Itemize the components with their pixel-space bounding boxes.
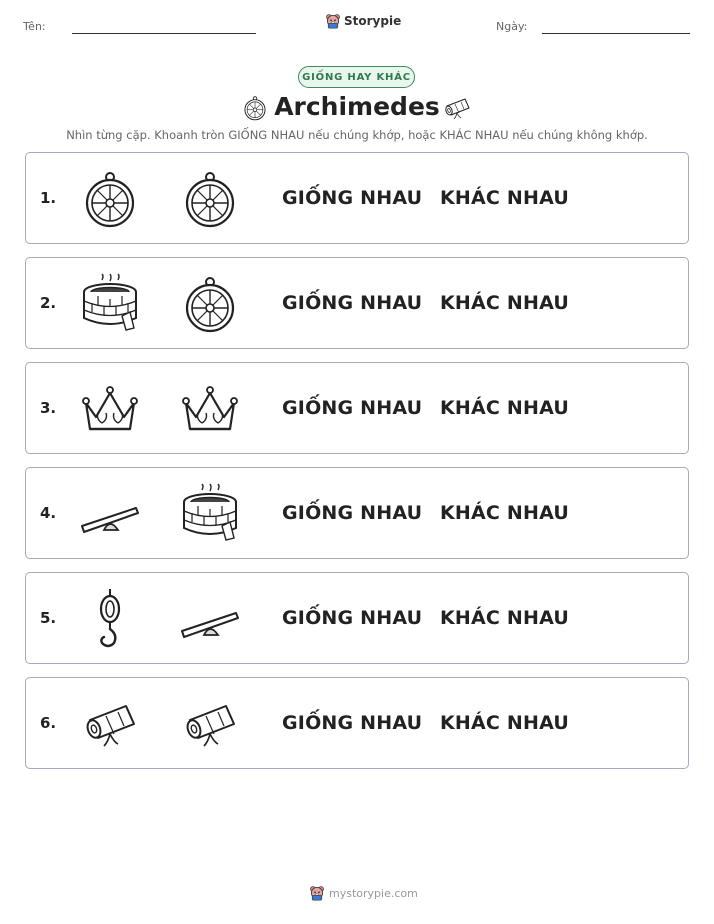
question-row xyxy=(25,152,689,244)
date-line[interactable] xyxy=(542,33,690,34)
name-line[interactable] xyxy=(72,33,256,34)
brand-name: Storypie xyxy=(344,14,402,28)
different-option[interactable]: KHÁC NHAU xyxy=(440,187,570,209)
question-row xyxy=(25,467,689,559)
storypie-logo xyxy=(325,13,401,29)
compass-icon xyxy=(178,272,242,336)
question-row xyxy=(25,572,689,664)
page-title: Archimedes xyxy=(274,92,440,121)
scroll-icon xyxy=(441,92,473,124)
activity-badge: GIỐNG HAY KHÁC xyxy=(298,66,415,88)
same-option[interactable]: GIỐNG NHAU xyxy=(282,607,423,629)
well-icon xyxy=(78,272,142,336)
pulley-hook-icon xyxy=(78,587,142,651)
question-number: 5. xyxy=(40,609,57,627)
lever-icon xyxy=(178,587,242,651)
question-number: 4. xyxy=(40,504,57,522)
question-number: 1. xyxy=(40,189,57,207)
bear-logo-icon xyxy=(309,885,325,901)
footer-url[interactable]: mystorypie.com xyxy=(329,886,418,900)
same-option[interactable]: GIỐNG NHAU xyxy=(282,502,423,524)
same-option[interactable]: GIỐNG NHAU xyxy=(282,397,423,419)
scroll-icon xyxy=(178,692,242,756)
lever-icon xyxy=(78,482,142,546)
question-number: 2. xyxy=(40,294,57,312)
compass-icon xyxy=(78,167,142,231)
worksheet-header xyxy=(0,0,714,50)
different-option[interactable]: KHÁC NHAU xyxy=(440,397,570,419)
question-number: 6. xyxy=(40,714,57,732)
different-option[interactable]: KHÁC NHAU xyxy=(440,292,570,314)
scroll-icon xyxy=(78,692,142,756)
well-icon xyxy=(178,482,242,546)
different-option[interactable]: KHÁC NHAU xyxy=(440,607,570,629)
bear-logo-icon xyxy=(325,13,341,29)
date-label: Ngày: xyxy=(496,20,528,33)
question-row xyxy=(25,677,689,769)
question-row xyxy=(25,257,689,349)
different-option[interactable]: KHÁC NHAU xyxy=(440,502,570,524)
same-option[interactable]: GIỐNG NHAU xyxy=(282,292,423,314)
same-option[interactable]: GIỐNG NHAU xyxy=(282,187,423,209)
crown-icon xyxy=(178,377,242,441)
question-row xyxy=(25,362,689,454)
question-number: 3. xyxy=(40,399,57,417)
crown-icon xyxy=(78,377,142,441)
footer xyxy=(309,885,418,901)
name-label: Tên: xyxy=(23,20,46,33)
instructions-text: Nhìn từng cặp. Khoanh tròn GIỐNG NHAU nếu chúng khớp, hoặc KHÁC NHAU nếu chúng không khớp. xyxy=(66,128,648,142)
same-option[interactable]: GIỐNG NHAU xyxy=(282,712,423,734)
different-option[interactable]: KHÁC NHAU xyxy=(440,712,570,734)
compass-icon xyxy=(178,167,242,231)
